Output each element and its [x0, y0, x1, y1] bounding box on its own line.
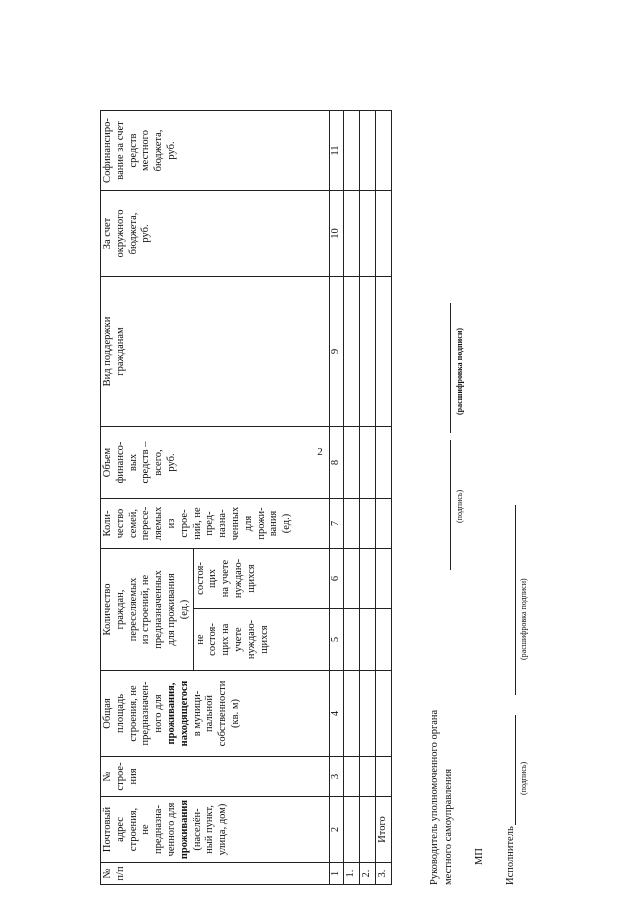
total-label: Итого [376, 797, 392, 863]
executor-label: Исполнитель [505, 826, 516, 885]
header-col-2: Почтовый адрес строения, не предназна- ченного для проживания (населён- ный пункт, улица, дом) [101, 797, 330, 863]
header-col-9: Вид поддержки гражданам [101, 277, 330, 427]
signature-caption: (подпись) [519, 761, 528, 795]
header-col-3: № строе-ния [101, 757, 330, 797]
header-col-10: За счет окружного бюджета, руб. [101, 191, 330, 277]
column-number: 7 [330, 499, 344, 549]
executor-decoding-line [515, 505, 516, 695]
page-number: 2 [317, 446, 323, 458]
row-number: 3. [376, 863, 392, 885]
column-number-row [330, 111, 344, 885]
signature-caption: (подпись) [455, 489, 464, 523]
head-title-line1: Руководитель уполномоченного органа [429, 709, 440, 885]
header-col-1: № п/п [101, 863, 330, 885]
head-decoding-line [450, 303, 451, 433]
column-number: 1 [330, 863, 344, 885]
head-signature-line [450, 440, 451, 570]
column-number: 6 [330, 549, 344, 609]
table-row [376, 111, 392, 885]
table-row [360, 111, 376, 885]
header-col-5: не состоя- щих на учете нуждаю- щихся [193, 609, 329, 671]
column-number: 9 [330, 277, 344, 427]
executor-signature-line [515, 715, 516, 825]
rotated-page-content [0, 15, 640, 895]
column-number: 2 [330, 797, 344, 863]
seal-label: МП [474, 848, 485, 865]
header-col-6: состоя- щих на учете нуждаю- щихся [193, 549, 329, 609]
header-row-top [101, 111, 194, 885]
column-number: 8 [330, 427, 344, 499]
column-number: 11 [330, 111, 344, 191]
column-number: 3 [330, 757, 344, 797]
column-number: 10 [330, 191, 344, 277]
decoding-caption: (расшифровка подписи) [519, 578, 528, 660]
header-col-8: Объем финансо- вых средств – всего, руб. [101, 427, 330, 499]
header-group-citizens: Количество граждан, переселяемых из строений, не предназначенных для проживания (ед.) [101, 549, 194, 671]
head-title-line2: местного самоуправления [443, 768, 454, 885]
column-number: 5 [330, 609, 344, 671]
header-col-11: Софинансиро- вание за счет средств местного бюджета, руб. [101, 111, 330, 191]
header-col-4: Общая площадь строения, не предназначен- ного для проживания, находящегося в муници- пальной собственности (кв. м) [101, 671, 330, 757]
resettlement-table [100, 110, 392, 885]
row-number: 2. [360, 863, 376, 885]
column-number: 4 [330, 671, 344, 757]
table-row [344, 111, 360, 885]
decoding-caption: (расшифровка подписи) [455, 327, 464, 415]
header-col-7: Коли- чество семей, пересе- ляемых из строе- ний, не пред- назна- ченных для прожи- вания (ед.) [101, 499, 330, 549]
row-number: 1. [344, 863, 360, 885]
